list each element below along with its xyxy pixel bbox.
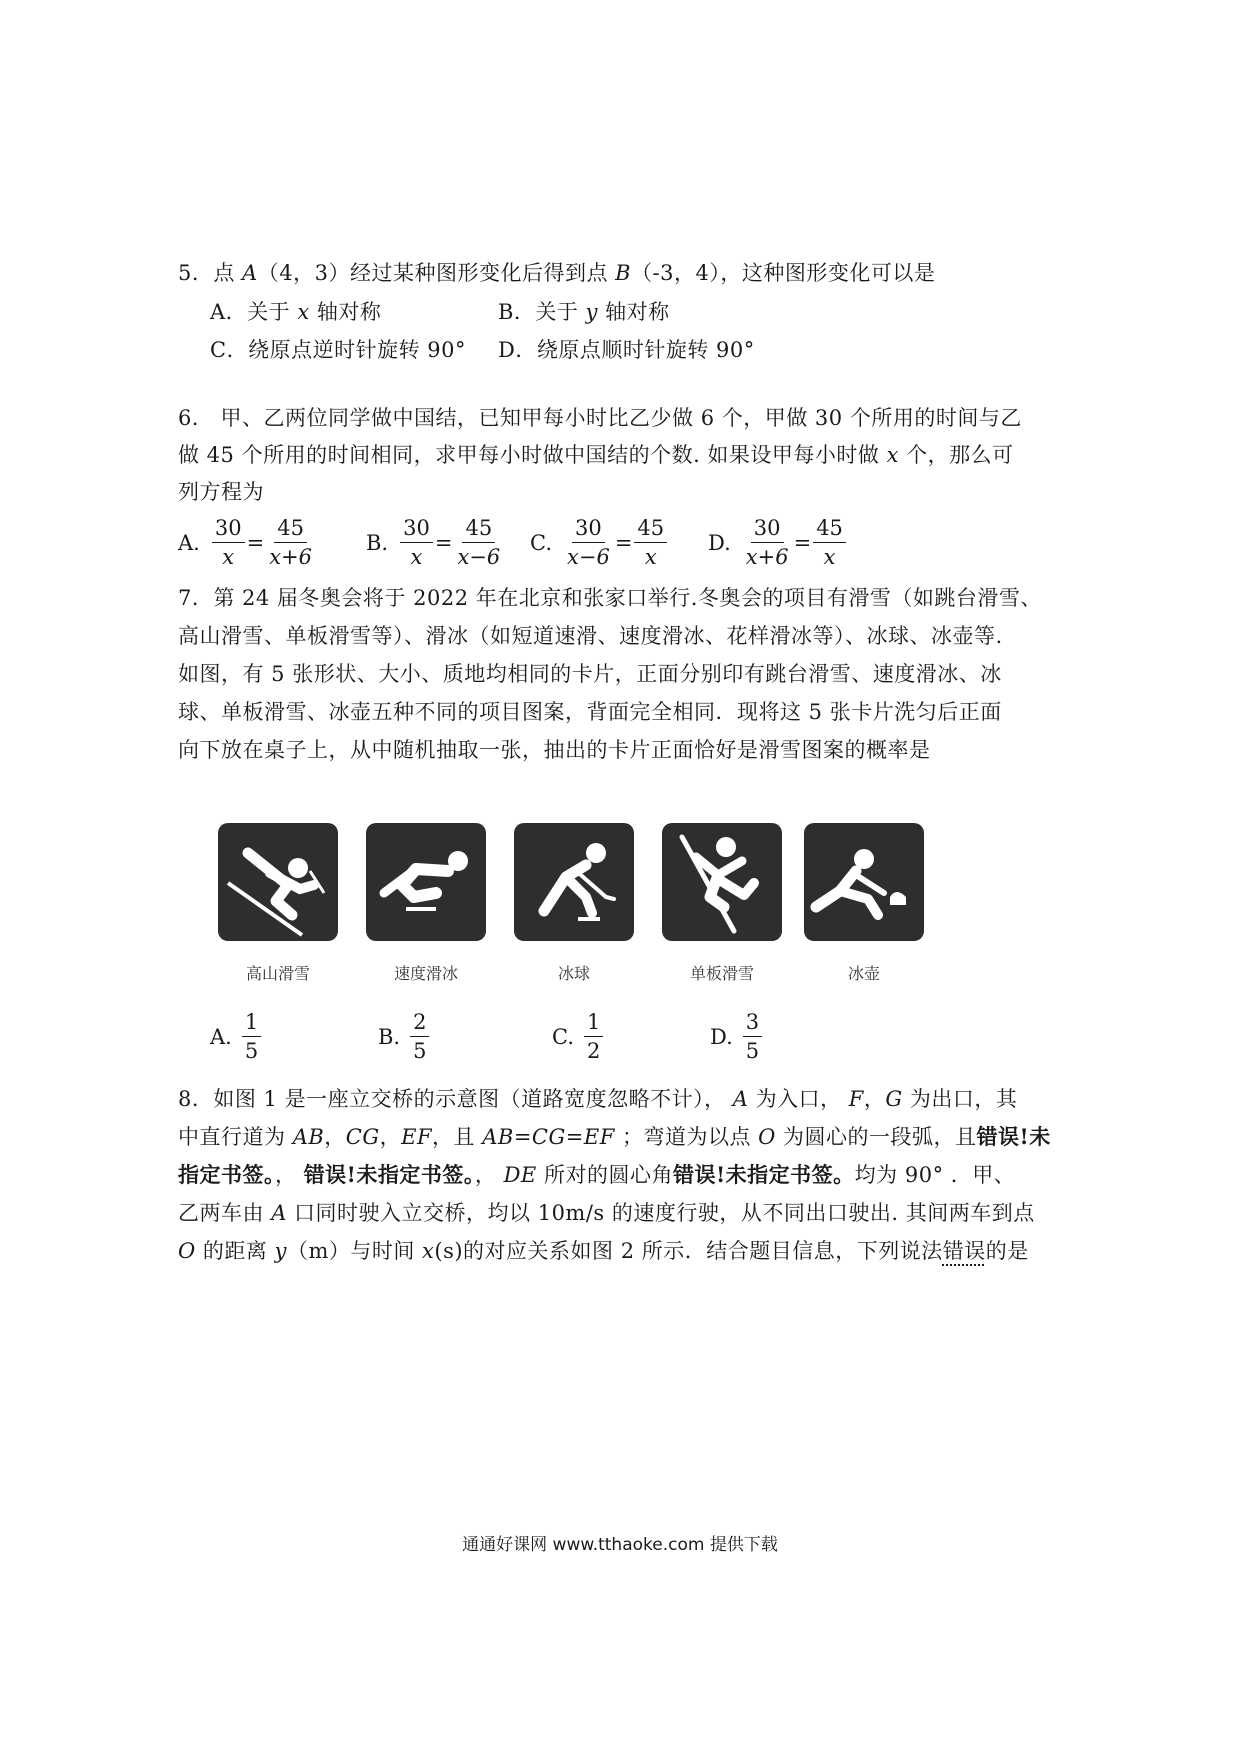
card-label: 冰球 <box>557 964 590 983</box>
q6-line-2: 做 45 个所用的时间相同，求甲每小时做中国结的个数. 如果设甲每小时做 x 个，那么可 <box>178 443 1014 467</box>
q6-option-b: B. $\frac{30}{x}$ = $\frac{45}{x-6}$ <box>366 516 503 569</box>
bookmark-error: 错误!未指定书签。 <box>303 1162 475 1187</box>
q6-option-c: C. $\frac{30}{x-6}$ = $\frac{45}{x}$ <box>530 516 667 569</box>
fraction: $\frac{3}{5}$ <box>743 1010 762 1063</box>
q7-options <box>210 1010 810 1072</box>
fraction: $\frac{30}{x}$ <box>400 516 433 569</box>
q7-option-c: C. $\frac{1}{2}$ <box>552 1010 603 1063</box>
fraction: $\frac{45}{x-6}$ <box>457 516 501 569</box>
card-speed-skating <box>366 823 486 941</box>
bookmark-error: 错误!未指定书签。 <box>672 1162 855 1187</box>
bookmark-error: 错误!未 <box>976 1124 1051 1149</box>
speed-skating-icon <box>366 823 486 941</box>
card-label: 高山滑雪 <box>245 964 310 983</box>
fraction: $\frac{30}{x}$ <box>212 516 245 569</box>
bookmark-error: 指定书签。 <box>178 1162 275 1187</box>
snowboard-icon <box>662 823 782 941</box>
sport-cards <box>218 823 1018 993</box>
q6-option-d: D. $\frac{30}{x+6}$ = $\frac{45}{x}$ <box>708 516 846 569</box>
fraction: $\frac{1}{5}$ <box>242 1010 261 1063</box>
curling-icon <box>804 823 924 941</box>
page-footer: 通通好课网 www.tthaoke.com 提供下载 <box>462 1535 778 1555</box>
fraction: $\frac{45}{x}$ <box>813 516 846 569</box>
q8-line-4: 乙两车由 A 口同时驶入立交桥，均以 10m/s 的速度行驶，从不同出口驶出. 其间两车到点 <box>178 1201 1035 1225</box>
q6-line-1: 6． 甲、乙两位同学做中国结，已知甲每小时比乙少做 6 个，甲做 30 个所用的时间与乙 <box>178 406 1022 430</box>
fraction: $\frac{2}{5}$ <box>410 1010 429 1063</box>
emphasized-word: 错误 <box>942 1239 986 1263</box>
q7-option-d: D. $\frac{3}{5}$ <box>710 1010 762 1063</box>
q7-option-a: A. $\frac{1}{5}$ <box>210 1010 261 1063</box>
q5-option-b: B．关于 y 轴对称 <box>498 300 670 324</box>
fraction: $\frac{30}{x+6}$ <box>745 516 789 569</box>
fraction: $\frac{45}{x+6}$ <box>269 516 312 569</box>
q6-option-a: A. $\frac{30}{x}$ = $\frac{45}{x+6}$ <box>178 516 315 569</box>
q8-line-1: 8．如图 1 是一座立交桥的示意图（道路宽度忽略不计）， A 为入口， F，G 为出口，其 <box>178 1087 1018 1111</box>
q7-option-b: B. $\frac{2}{5}$ <box>378 1010 429 1063</box>
card-curling <box>804 823 924 941</box>
card-label: 单板滑雪 <box>689 964 754 983</box>
q6-line-3: 列方程为 <box>178 480 264 504</box>
ice-hockey-icon <box>514 823 634 941</box>
q8-line-3: 指定书签。， 错误!未指定书签。， DE 所对的圆心角错误!未指定书签。均为 90° ．甲、 <box>178 1162 1016 1187</box>
q7-line-2: 高山滑雪、单板滑雪等）、滑冰（如短道速滑、速度滑冰、花样滑冰等）、冰球、冰壶等. <box>178 624 1003 648</box>
q5-option-c: C．绕原点逆时针旋转 90° <box>210 338 466 362</box>
card-ice-hockey <box>514 823 634 941</box>
q7-line-3: 如图，有 5 张形状、大小、质地均相同的卡片，正面分别印有跳台滑雪、速度滑冰、冰 <box>178 662 1002 686</box>
card-label: 冰壶 <box>847 964 880 983</box>
q5-option-a: A．关于 x 轴对称 <box>210 300 382 324</box>
q7-line-4: 球、单板滑雪、冰壶五种不同的项目图案，背面完全相同．现将这 5 张卡片洗匀后正面 <box>178 700 1002 724</box>
card-alpine-skiing <box>218 823 338 941</box>
card-label: 速度滑冰 <box>393 964 458 983</box>
fraction: $\frac{30}{x-6}$ <box>567 516 610 569</box>
fraction: $\frac{45}{x}$ <box>634 516 667 569</box>
q6-options <box>178 516 878 576</box>
q5-option-d: D．绕原点顺时针旋转 90° <box>498 338 755 362</box>
alpine-skiing-icon <box>218 823 338 941</box>
fraction: $\frac{1}{2}$ <box>584 1010 603 1063</box>
q7-line-1: 7．第 24 届冬奥会将于 2022 年在北京和张家口举行.冬奥会的项目有滑雪（如跳台滑雪、 <box>178 586 1042 610</box>
q8-line-5: O 的距离 y（m）与时间 x(s)的对应关系如图 2 所示．结合题目信息，下列说法错误的是 <box>178 1239 1029 1263</box>
q5-stem: 5．点 A（4，3）经过某种图形变化后得到点 B（-3，4），这种图形变化可以是 <box>178 261 936 285</box>
q7-line-5: 向下放在桌子上，从中随机抽取一张，抽出的卡片正面恰好是滑雪图案的概率是 <box>178 738 931 762</box>
card-snowboard <box>662 823 782 941</box>
q8-line-2: 中直行道为 AB，CG，EF，且 AB=CG=EF ；弯道为以点 O 为圆心的一段弧，且错误!未 <box>178 1124 1051 1149</box>
